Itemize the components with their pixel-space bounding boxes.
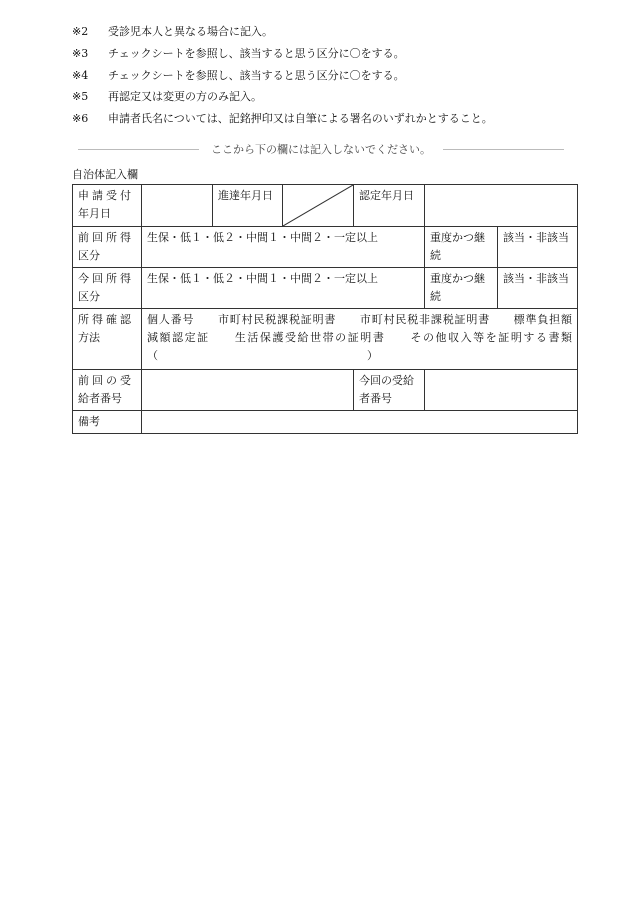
table-row <box>73 268 578 309</box>
table-row <box>73 309 578 370</box>
do-not-write-divider <box>78 141 564 157</box>
table-row <box>73 227 578 268</box>
nintei-date-field[interactable] <box>425 185 578 227</box>
prev-recipient-number-field[interactable] <box>142 370 354 411</box>
curr-recipient-number-field[interactable] <box>425 370 578 411</box>
prev-severe-label: 重度かつ継 続 <box>425 227 498 268</box>
curr-severe-options[interactable]: 該当・非該当 <box>498 268 578 309</box>
prev-severe-options[interactable]: 該当・非該当 <box>498 227 578 268</box>
curr-severe-label: 重度かつ継 続 <box>425 268 498 309</box>
note-mark: ※4 <box>72 68 89 82</box>
table-row <box>73 411 578 434</box>
curr-income-label: 今回所得 区分 <box>73 268 142 309</box>
income-method-label: 所得確認 方法 <box>73 309 142 370</box>
prev-income-label: 前回所得 区分 <box>73 227 142 268</box>
note-mark: ※3 <box>72 46 89 60</box>
prev-income-options[interactable]: 生保・低１・低２・中間１・中間２・一定以上 <box>142 227 425 268</box>
table-row <box>73 370 578 411</box>
divider-text: ここから下の欄には記入しないでください。 <box>211 143 431 156</box>
notes-list <box>72 24 493 133</box>
note-mark: ※2 <box>72 25 89 38</box>
curr-income-options[interactable]: 生保・低１・低２・中間１・中間２・一定以上 <box>142 268 425 309</box>
municipality-table <box>72 184 578 434</box>
note-item <box>72 68 493 90</box>
table-row <box>73 185 578 227</box>
note-item <box>72 24 493 46</box>
divider-line <box>443 149 564 150</box>
income-method-options[interactable]: 個人番号 市町村民税課税証明書 市町村民税非課税証明書 標準負担額 減額認定証 生活保護受給世帯の証明書 その他収入等を証明する書類 （ ） <box>142 309 578 370</box>
application-date-label: 申請受付 年月日 <box>73 185 142 227</box>
note-mark: ※5 <box>72 90 89 104</box>
divider-line <box>78 149 199 150</box>
note-mark: ※6 <box>72 112 89 126</box>
note-item <box>72 46 493 68</box>
note-text: チェックシートを参照し、該当すると思う区分に〇をする。 <box>108 68 405 82</box>
section-title: 自治体記入欄 <box>72 168 138 181</box>
slash-cell <box>283 185 354 227</box>
application-date-field[interactable] <box>142 185 213 227</box>
note-item <box>72 89 493 111</box>
note-text: チェックシートを参照し、該当すると思う区分に〇をする。 <box>108 46 405 60</box>
remarks-field[interactable] <box>142 411 578 434</box>
prev-recipient-number-label: 前回の受 給者番号 <box>73 370 142 411</box>
note-text: 申請者氏名については、記銘押印又は自筆による署名のいずれかとすること。 <box>108 112 493 126</box>
shintatsu-date-label: 進達年月日 <box>213 185 283 227</box>
note-item <box>72 111 493 133</box>
note-text: 受診児本人と異なる場合に記入。 <box>108 25 273 38</box>
nintei-date-label: 認定年月日 <box>354 185 425 227</box>
remarks-label: 備考 <box>73 411 142 434</box>
curr-recipient-number-label: 今回の受給 者番号 <box>354 370 425 411</box>
note-text: 再認定又は変更の方のみ記入。 <box>108 90 262 104</box>
